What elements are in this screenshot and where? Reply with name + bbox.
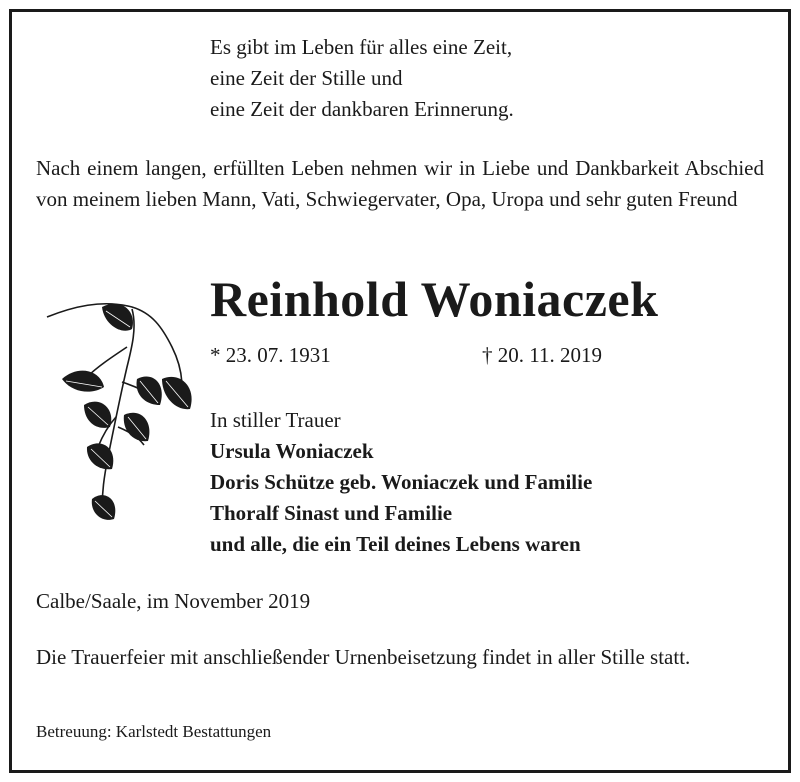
poem-line: eine Zeit der dankbaren Erinnerung. — [210, 97, 514, 121]
poem — [210, 32, 514, 125]
mourner-name: und alle, die ein Teil deines Lebens waren — [210, 532, 581, 556]
ceremony-notice: Die Trauerfeier mit anschließender Urnenbeisetzung findet in aller Stille statt. — [36, 645, 691, 669]
mourner-name: Doris Schütze geb. Woniaczek und Familie — [210, 470, 593, 494]
deceased-name: Reinhold Woniaczek — [210, 271, 659, 327]
obituary-frame — [9, 9, 791, 773]
mourner-name: Ursula Woniaczek — [210, 439, 374, 463]
poem-line: eine Zeit der Stille und — [210, 66, 403, 90]
intro-text: Nach einem langen, erfüllten Leben nehmen wir in Liebe und Dankbarkeit Abschied von meinem lieben Mann, Vati, Schwiegervater, Opa, Uropa und sehr guten Freund — [36, 156, 764, 211]
death-date: † 20. 11. 2019 — [482, 343, 602, 367]
place-date: Calbe/Saale, im November 2019 — [36, 589, 311, 613]
mourning-section — [210, 405, 592, 560]
mourner-name: Thoralf Sinast und Familie — [210, 501, 453, 525]
funeral-service: Betreuung: Karlstedt Bestattungen — [36, 722, 272, 741]
birch-branch-icon — [42, 287, 202, 537]
mourning-heading: In stiller Trauer — [210, 408, 341, 432]
birth-date: * 23. 07. 1931 — [210, 343, 331, 367]
poem-line: Es gibt im Leben für alles eine Zeit, — [210, 35, 513, 59]
